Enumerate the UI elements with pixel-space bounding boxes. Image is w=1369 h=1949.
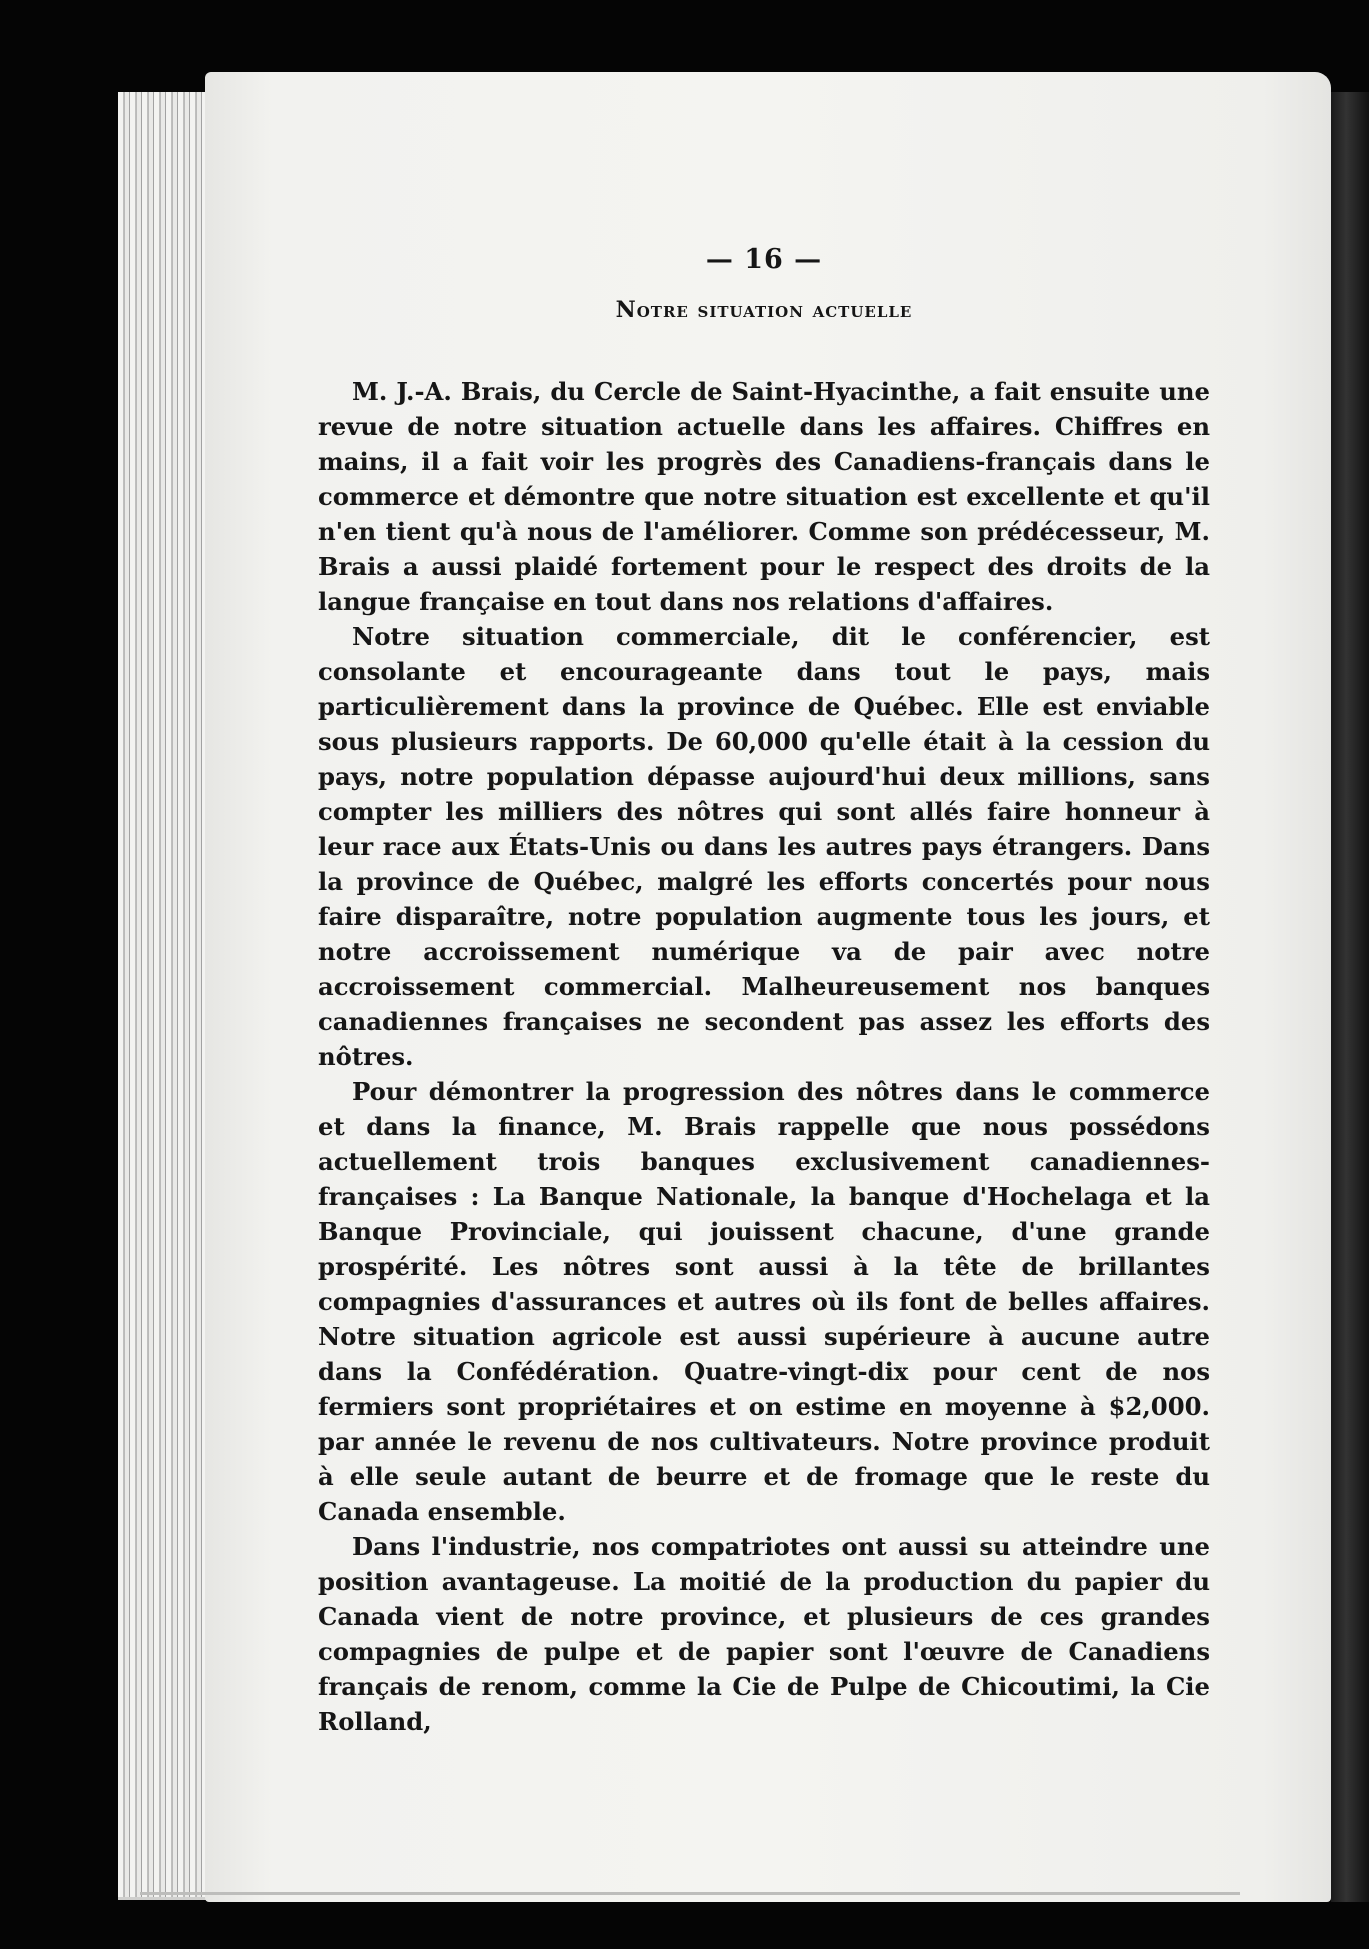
- paragraph-4: Dans l'industrie, nos compatriotes ont aussi su atteindre une position avantageuse. La moitié de la production du papier du Canada vient de notre province, et plusieurs de ces grandes compagnies de pulpe et de papier sont l'œuvre de Canadiens français de renom, comme la Cie de Pulpe de Chicoutimi, la Cie Rolland,: [318, 1532, 1210, 1736]
- section-title: Notre situation actuelle: [615, 297, 913, 323]
- page-number: — 16 —: [705, 244, 823, 275]
- paragraph-2: Notre situation commerciale, dit le conférencier, est consolante et encourageante dans tout le pays, mais particulièrement dans la province de Québec. Elle est enviable sous plusieurs rapports. De 60,000 qu'elle était à la cession du pays, notre population dépasse aujourd'hui deux millions, sans compter les milliers des nôtres qui sont allés faire honneur à leur race aux États-Unis ou dans les autres pays étrangers. Dans la province de Québec, malgré les efforts concertés pour nous faire disparaître, notre population augmente tous les jours, et notre accroissement numérique va de pair avec notre accroissement commercial. Malheureusement nos banques canadiennes françaises ne secondent pas assez les efforts des nôtres.: [318, 622, 1210, 1071]
- paragraph-1: M. J.-A. Brais, du Cercle de Saint-Hyacinthe, a fait ensuite une revue de notre situation actuelle dans les affaires. Chiffres en mains, il a fait voir les progrès des Canadiens-français dans le commerce et démontre que notre situation est excellente et qu'il n'en tient qu'à nous de l'améliorer. Comme son prédécesseur, M. Brais a aussi plaidé fortement pour le respect des droits de la langue française en tout dans nos relations d'affaires.: [318, 377, 1210, 616]
- book-page-edges: [118, 92, 210, 1900]
- paragraph-3: Pour démontrer la progression des nôtres dans le commerce et dans la finance, M. Brais rappelle que nous possédons actuellement trois banques exclusivement canadiennes-françaises : La Banque Nationale, la banque d'Hochelaga et la Banque Provinciale, qui jouissent chacune, d'une grande prospérité. Les nôtres sont aussi à la tête de brillantes compagnies d'assurances et autres où ils font de belles affaires. Notre situation agricole est aussi supérieure à aucune autre dans la Confédération. Quatre-vingt-dix pour cent de nos fermiers sont propriétaires et on estime en moyenne à $2,000. par année le revenu de nos cultivateurs. Notre province produit à elle seule autant de beurre et de fromage que le reste du Canada ensemble.: [318, 1077, 1210, 1526]
- book-binding: [1331, 92, 1369, 1902]
- page-bottom-edge: [140, 1892, 1240, 1895]
- page-text-block: [318, 235, 1210, 1739]
